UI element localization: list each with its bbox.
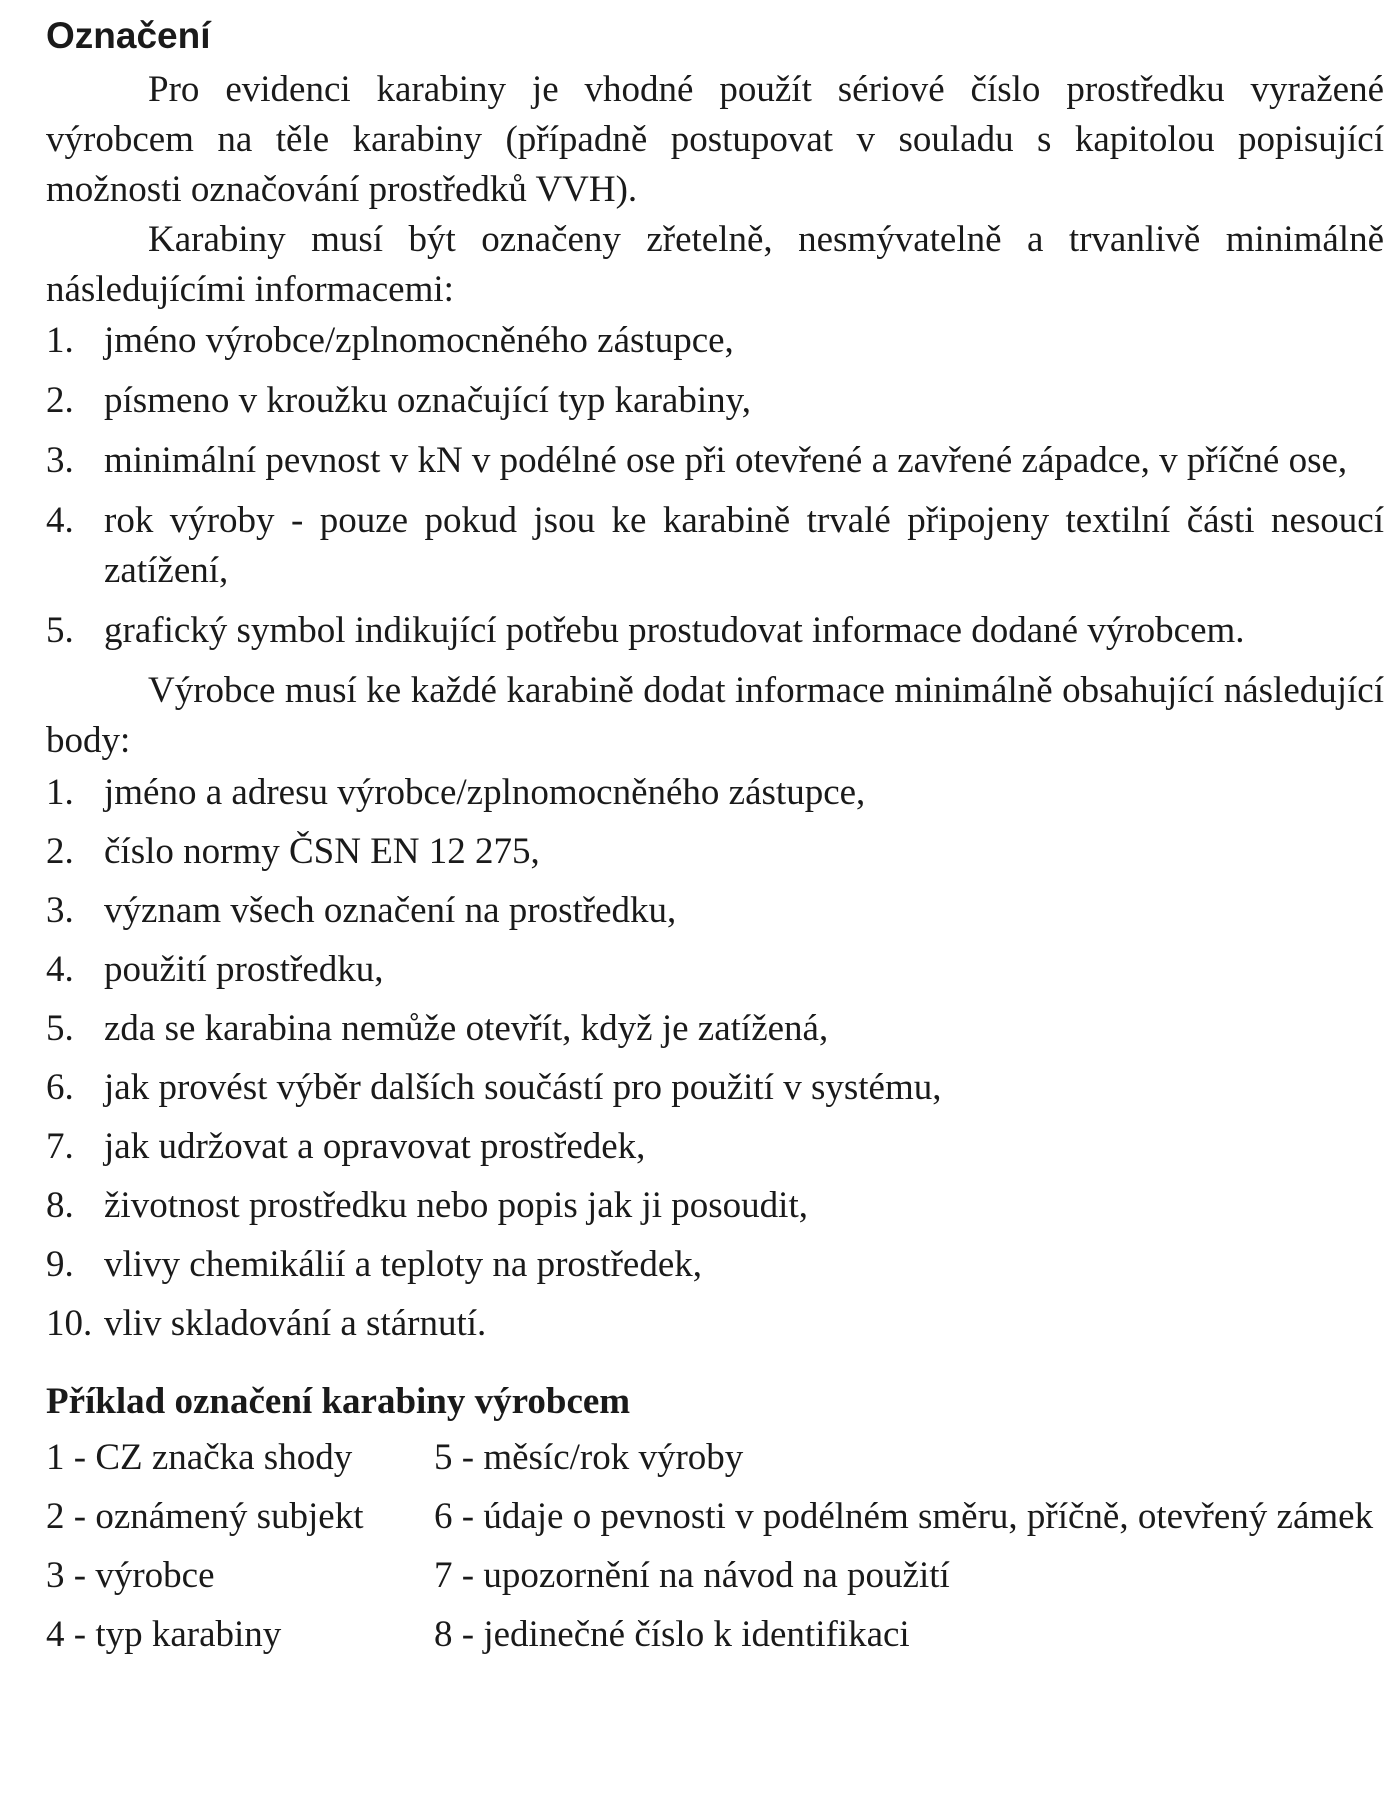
list-item-number: 8. xyxy=(46,1185,74,1226)
list-item-number: 4. xyxy=(46,500,74,541)
list-item-text: rok výroby - pouze pokud jsou ke karabině trvalé připojeny textilní části nesoucí zatížení, xyxy=(104,500,1384,591)
list-item-text: písmeno v kroužku označující typ karabiny, xyxy=(104,380,751,421)
list-item xyxy=(46,1299,1384,1349)
list-item-text: minimální pevnost v kN v podélné ose při otevřené a zavřené západce, v příčné ose, xyxy=(104,440,1348,481)
list-item xyxy=(46,1181,1384,1231)
list-item xyxy=(46,827,1384,877)
list-item-number: 4. xyxy=(46,949,74,990)
information-list xyxy=(46,768,1384,1349)
list-item-number: 2. xyxy=(46,831,74,872)
list-item-text: jméno výrobce/zplnomocněného zástupce, xyxy=(104,320,734,361)
paragraph-marking-requirements: Karabiny musí být označeny zřetelně, nesmývatelně a trvanlivě minimálně následujícími informacemi: xyxy=(46,219,1384,310)
list-item-number: 6. xyxy=(46,1067,74,1108)
document-page xyxy=(46,8,1384,1669)
legend-right-number: 6 - xyxy=(434,1496,484,1537)
section-heading: Označení xyxy=(46,15,211,56)
legend-right-item xyxy=(434,1610,1384,1660)
list-item-text: číslo normy ČSN EN 12 275, xyxy=(104,831,540,872)
legend-row xyxy=(46,1551,1384,1601)
list-item-text: grafický symbol indikující potřebu prostudovat informace dodané výrobcem. xyxy=(104,610,1245,651)
marking-list xyxy=(46,316,1384,656)
list-item-number: 5. xyxy=(46,1008,74,1049)
legend-row xyxy=(46,1433,1384,1483)
list-item-number: 9. xyxy=(46,1244,74,1285)
legend-row xyxy=(46,1492,1384,1542)
list-item xyxy=(46,606,1384,656)
legend-right-item xyxy=(434,1551,1384,1601)
legend-left-item: 1 - CZ značka shody xyxy=(46,1437,353,1478)
list-item xyxy=(46,436,1384,486)
list-item-number: 2. xyxy=(46,380,74,421)
list-item-number: 3. xyxy=(46,440,74,481)
paragraph-manufacturer-info: Výrobce musí ke každé karabině dodat informace minimálně obsahující následující body: xyxy=(46,670,1384,761)
list-item-text: jak provést výběr dalších součástí pro použití v systému, xyxy=(104,1067,942,1108)
legend-right-text: údaje o pevnosti v podélném směru, příčně, otevřený zámek xyxy=(483,1496,1374,1537)
legend-left-item: 3 - výrobce xyxy=(46,1555,215,1596)
legend-right-number: 8 - xyxy=(434,1614,484,1655)
legend-row xyxy=(46,1610,1384,1660)
legend-left-item: 2 - oznámený subjekt xyxy=(46,1496,364,1537)
list-item xyxy=(46,1122,1384,1172)
marking-legend xyxy=(46,1433,1384,1660)
legend-right-number: 5 - xyxy=(434,1437,484,1478)
list-item xyxy=(46,316,1384,366)
list-item xyxy=(46,496,1384,596)
legend-right-text: jedinečné číslo k identifikaci xyxy=(483,1614,910,1655)
list-item-number: 1. xyxy=(46,320,74,361)
list-item xyxy=(46,1004,1384,1054)
list-item-text: jméno a adresu výrobce/zplnomocněného zástupce, xyxy=(104,772,866,813)
list-item-text: životnost prostředku nebo popis jak ji posoudit, xyxy=(104,1185,808,1226)
list-item xyxy=(46,945,1384,995)
list-item xyxy=(46,376,1384,426)
list-item-number: 7. xyxy=(46,1126,74,1167)
list-item-number: 3. xyxy=(46,890,74,931)
legend-left-item: 4 - typ karabiny xyxy=(46,1614,282,1655)
legend-right-item xyxy=(434,1433,1384,1483)
list-item xyxy=(46,768,1384,818)
list-item-text: vlivy chemikálií a teploty na prostředek, xyxy=(104,1244,702,1285)
list-item xyxy=(46,1063,1384,1113)
legend-right-number: 7 - xyxy=(434,1555,484,1596)
list-item-text: význam všech označení na prostředku, xyxy=(104,890,677,931)
list-item-text: vliv skladování a stárnutí. xyxy=(104,1303,487,1344)
list-item-text: použití prostředku, xyxy=(104,949,384,990)
list-item-number: 5. xyxy=(46,610,74,651)
legend-right-item xyxy=(434,1492,1384,1542)
list-item xyxy=(46,886,1384,936)
example-heading: Příklad označení karabiny výrobcem xyxy=(46,1381,631,1422)
list-item-number: 1. xyxy=(46,772,74,813)
legend-right-text: upozornění na návod na použití xyxy=(483,1555,950,1596)
paragraph-serial-number: Pro evidenci karabiny je vhodné použít sériové číslo prostředku vyražené výrobcem na těle karabiny (případně postupovat v souladu s kapitolou popisující možnosti označování prostředků VVH). xyxy=(46,69,1384,210)
list-item-text: zda se karabina nemůže otevřít, když je zatížená, xyxy=(104,1008,829,1049)
list-item-text: jak udržovat a opravovat prostředek, xyxy=(104,1126,646,1167)
list-item-number: 10. xyxy=(46,1303,93,1344)
legend-right-text: měsíc/rok výroby xyxy=(483,1437,744,1478)
list-item xyxy=(46,1240,1384,1290)
